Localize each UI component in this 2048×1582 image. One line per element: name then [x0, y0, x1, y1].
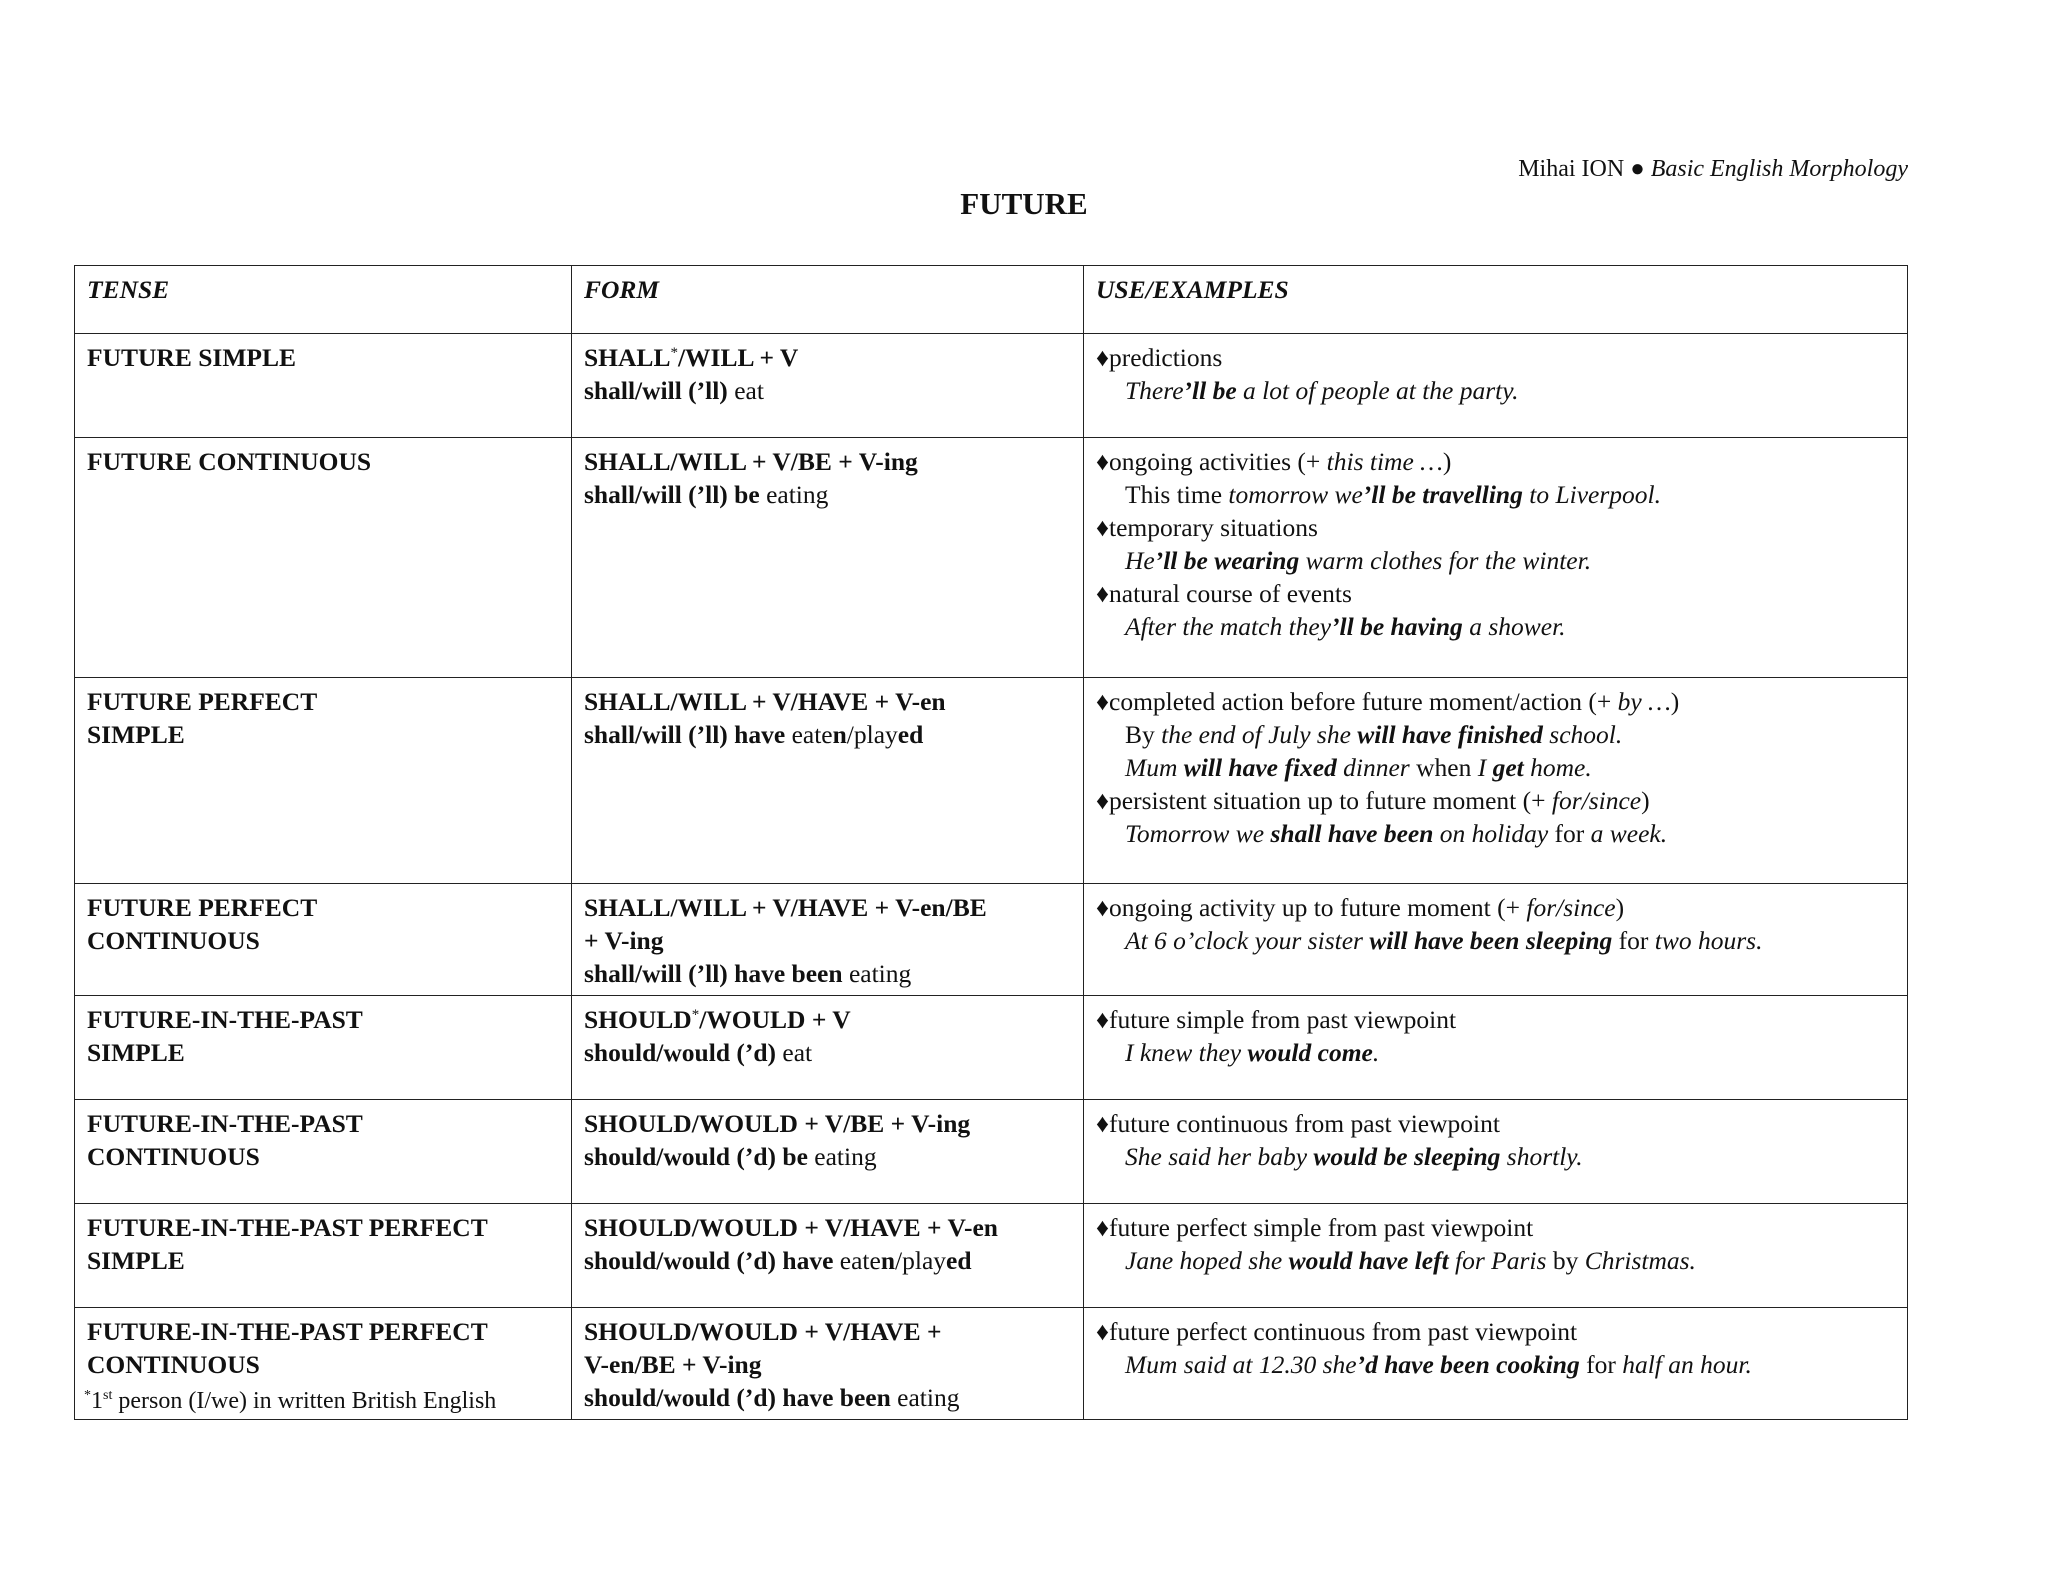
example-sentence	[1096, 751, 1895, 784]
tense-name-line: FUTURE-IN-THE-PAST PERFECT	[87, 1213, 488, 1242]
tense-cell	[75, 334, 572, 438]
text-segment: /play	[846, 720, 898, 749]
table-row	[75, 884, 1908, 996]
use-bullet	[1096, 1315, 1895, 1348]
text-segment: shortly.	[1500, 1142, 1583, 1171]
form-line	[584, 1107, 1071, 1140]
text-segment: There	[1125, 376, 1184, 405]
form-line	[584, 718, 1071, 751]
example-sentence	[1096, 718, 1895, 751]
use-examples-cell	[1084, 438, 1908, 678]
tense-name-line: FUTURE-IN-THE-PAST	[87, 1109, 363, 1138]
table-body	[75, 334, 1908, 1420]
text-segment: SHALL/WILL + V/HAVE + V-en	[584, 687, 946, 716]
text-segment: will have fixed	[1183, 753, 1337, 782]
form-line	[584, 374, 1071, 407]
text-segment: At 6 o’clock your sister	[1125, 926, 1370, 955]
text-segment: for	[1579, 1350, 1623, 1379]
table-row	[75, 678, 1908, 884]
form-line	[584, 1381, 1071, 1414]
footnote-text: person (I/we) in written British English	[112, 1388, 497, 1414]
text-segment: )	[1670, 687, 1680, 716]
use-bullet	[1096, 577, 1895, 610]
form-line	[584, 341, 1071, 374]
future-tenses-table	[74, 265, 1908, 1420]
text-segment: ed	[897, 720, 924, 749]
text-segment: by	[1552, 1246, 1585, 1275]
form-line	[584, 1211, 1071, 1244]
text-segment: should/would (’d) be	[584, 1142, 815, 1171]
use-bullet	[1096, 891, 1895, 924]
use-examples-cell	[1084, 334, 1908, 438]
text-segment: a lot of people at the party.	[1236, 376, 1519, 405]
text-segment: school.	[1542, 720, 1623, 749]
text-segment: ♦future perfect simple from past viewpoint	[1096, 1213, 1534, 1242]
tense-name-line: FUTURE PERFECT	[87, 893, 318, 922]
running-header	[1518, 156, 1908, 183]
text-segment: By	[1125, 720, 1162, 749]
tense-cell	[75, 1100, 572, 1204]
text-segment: ’ll be having	[1331, 612, 1463, 641]
text-segment: *	[670, 345, 678, 361]
form-line	[584, 1244, 1071, 1277]
text-segment: ♦natural course of events	[1096, 579, 1352, 608]
column-header-use-examples: USE/EXAMPLES	[1084, 266, 1908, 334]
text-segment: ♦future simple from past viewpoint	[1096, 1005, 1457, 1034]
text-segment: will have finished	[1357, 720, 1543, 749]
text-segment: ♦persistent situation up to future moment (+	[1096, 786, 1552, 815]
text-segment: half an hour.	[1622, 1350, 1752, 1379]
text-segment: ♦ongoing activity up to future moment (+	[1096, 893, 1527, 922]
text-segment: tomorrow we	[1228, 480, 1363, 509]
text-segment: would have left	[1288, 1246, 1449, 1275]
form-line	[584, 445, 1071, 478]
tense-name-line: FUTURE-IN-THE-PAST PERFECT	[87, 1317, 488, 1346]
text-segment: eating	[848, 959, 912, 988]
form-line	[584, 924, 1071, 957]
example-sentence	[1096, 1244, 1895, 1277]
table-row	[75, 1100, 1908, 1204]
footnote-mark: *	[84, 1388, 91, 1403]
text-segment: shall/will (’ll) have been	[584, 959, 849, 988]
tense-cell	[75, 678, 572, 884]
use-examples-cell	[1084, 678, 1908, 884]
form-line	[584, 957, 1071, 990]
footnote	[84, 1388, 496, 1415]
text-segment: .	[1372, 1038, 1380, 1067]
tense-name-line: FUTURE PERFECT	[87, 687, 318, 716]
text-segment: ♦future perfect continuous from past viewpoint	[1096, 1317, 1578, 1346]
text-segment: n	[880, 1246, 896, 1275]
text-segment: /play	[895, 1246, 947, 1275]
text-segment: a shower.	[1462, 612, 1566, 641]
column-header-tense: TENSE	[75, 266, 572, 334]
text-segment: shall have been	[1270, 819, 1434, 848]
text-segment: eate	[839, 1246, 881, 1275]
text-segment: ’ll be wearing	[1154, 546, 1300, 575]
column-header-form: FORM	[572, 266, 1084, 334]
text-segment: I	[1477, 753, 1493, 782]
tense-name-line: SIMPLE	[87, 1246, 185, 1275]
text-segment: eat	[734, 376, 764, 405]
text-segment: SHOULD/WOULD + V/BE + V-ing	[584, 1109, 971, 1138]
text-segment: SHOULD/WOULD + V/HAVE +	[584, 1317, 942, 1346]
text-segment: shall/will (’ll) have	[584, 720, 792, 749]
text-segment: should/would (’d)	[584, 1038, 783, 1067]
use-examples-cell	[1084, 1100, 1908, 1204]
text-segment: ♦temporary situations	[1096, 513, 1318, 542]
text-segment: should/would (’d) have	[584, 1246, 840, 1275]
text-segment: )	[1641, 786, 1650, 815]
tense-name-line: CONTINUOUS	[87, 1350, 260, 1379]
text-segment: /WILL + V	[677, 343, 799, 372]
text-segment: Mum said at 12.30 she	[1125, 1350, 1357, 1379]
text-segment: eating	[897, 1383, 960, 1412]
text-segment: warm clothes for the winter.	[1299, 546, 1592, 575]
form-line	[584, 685, 1071, 718]
tense-name-line: CONTINUOUS	[87, 1142, 260, 1171]
text-segment: for/since	[1526, 893, 1616, 922]
use-examples-cell	[1084, 1204, 1908, 1308]
text-segment: get	[1492, 753, 1524, 782]
text-segment: )	[1615, 893, 1625, 922]
text-segment: the end of July she	[1161, 720, 1358, 749]
example-sentence	[1096, 374, 1895, 407]
form-line	[584, 1140, 1071, 1173]
text-segment: on holiday	[1433, 819, 1555, 848]
text-segment: eating	[814, 1142, 877, 1171]
text-segment: ♦future continuous from past viewpoint	[1096, 1109, 1500, 1138]
text-segment: shall/will (’ll)	[584, 376, 735, 405]
text-segment: ♦ongoing activities (+	[1096, 447, 1327, 476]
text-segment: Christmas.	[1584, 1246, 1696, 1275]
text-segment: ed	[946, 1246, 972, 1275]
author-name: Mihai ION ●	[1518, 156, 1645, 182]
text-segment: shall/will (’ll) be	[584, 480, 767, 509]
text-segment: eating	[766, 480, 829, 509]
text-segment: for	[1612, 926, 1655, 955]
tense-name-line: SIMPLE	[87, 1038, 185, 1067]
table-row	[75, 334, 1908, 438]
example-sentence	[1096, 610, 1895, 643]
form-cell	[572, 334, 1084, 438]
form-cell	[572, 1100, 1084, 1204]
tense-cell	[75, 996, 572, 1100]
example-sentence	[1096, 1036, 1895, 1069]
tense-name-line: FUTURE-IN-THE-PAST	[87, 1005, 363, 1034]
example-sentence	[1096, 1140, 1895, 1173]
form-cell	[572, 1308, 1084, 1420]
use-bullet	[1096, 445, 1895, 478]
text-segment: SHALL	[584, 343, 671, 372]
example-sentence	[1096, 1348, 1895, 1381]
form-line	[584, 478, 1071, 511]
text-segment: SHALL/WILL + V/HAVE + V-en/BE	[584, 893, 987, 922]
form-line	[584, 1315, 1071, 1348]
tense-name-line: FUTURE SIMPLE	[87, 343, 296, 372]
tense-cell	[75, 884, 572, 996]
text-segment: n	[832, 720, 847, 749]
text-segment: two hours.	[1654, 926, 1763, 955]
text-segment: ♦predictions	[1096, 343, 1223, 372]
text-segment: V-en/BE + V-ing	[584, 1350, 762, 1379]
text-segment: eate	[791, 720, 833, 749]
footnote-ordinal-suffix: st	[103, 1388, 113, 1403]
text-segment: ’d have been cooking	[1356, 1350, 1580, 1379]
use-examples-cell	[1084, 996, 1908, 1100]
use-examples-cell	[1084, 884, 1908, 996]
tense-name-line: SIMPLE	[87, 720, 185, 749]
use-bullet	[1096, 1003, 1895, 1036]
table-row	[75, 1204, 1908, 1308]
form-cell	[572, 884, 1084, 996]
page-title: FUTURE	[960, 186, 1088, 221]
form-cell	[572, 438, 1084, 678]
text-segment: this time …	[1326, 447, 1443, 476]
text-segment: ’ll be	[1183, 376, 1237, 405]
text-segment: eat	[782, 1038, 813, 1067]
tense-name-line: FUTURE CONTINUOUS	[87, 447, 372, 476]
text-segment: I knew they	[1125, 1038, 1248, 1067]
text-segment: Mum	[1125, 753, 1184, 782]
form-cell	[572, 678, 1084, 884]
text-segment: SHOULD	[584, 1005, 692, 1034]
text-segment: dinner	[1336, 753, 1417, 782]
text-segment: should/would (’d) have been	[584, 1383, 898, 1412]
use-bullet	[1096, 511, 1895, 544]
text-segment: for	[1554, 819, 1591, 848]
text-segment: He	[1125, 546, 1155, 575]
tense-name-line: CONTINUOUS	[87, 926, 260, 955]
text-segment: /WOULD + V	[699, 1005, 851, 1034]
text-segment: to Liverpool.	[1522, 480, 1661, 509]
use-bullet	[1096, 1107, 1895, 1140]
example-sentence	[1096, 478, 1895, 511]
text-segment: Jane hoped she	[1125, 1246, 1289, 1275]
use-bullet	[1096, 784, 1895, 817]
text-segment: would come	[1247, 1038, 1373, 1067]
example-sentence	[1096, 544, 1895, 577]
book-title: Basic English Morphology	[1650, 156, 1908, 182]
text-segment: After the match they	[1125, 612, 1332, 641]
use-bullet	[1096, 341, 1895, 374]
text-segment: home.	[1523, 753, 1592, 782]
text-segment: would be sleeping	[1313, 1142, 1501, 1171]
text-segment: ’ll be travelling	[1362, 480, 1523, 509]
tense-cell	[75, 1204, 572, 1308]
form-line	[584, 1003, 1071, 1036]
text-segment: a week.	[1590, 819, 1668, 848]
use-bullet	[1096, 685, 1895, 718]
text-segment: ♦completed action before future moment/action (+	[1096, 687, 1618, 716]
use-bullet	[1096, 1211, 1895, 1244]
tense-cell	[75, 438, 572, 678]
text-segment: )	[1442, 447, 1452, 476]
form-line	[584, 891, 1071, 924]
table-row	[75, 438, 1908, 678]
text-segment: SHOULD/WOULD + V/HAVE + V-en	[584, 1213, 998, 1242]
text-segment: *	[691, 1007, 700, 1023]
text-segment: Tomorrow we	[1125, 819, 1271, 848]
text-segment: She said her baby	[1125, 1142, 1314, 1171]
text-segment: + V-ing	[584, 926, 664, 955]
text-segment: SHALL/WILL + V/BE + V-ing	[584, 447, 918, 476]
form-line	[584, 1348, 1071, 1381]
form-line	[584, 1036, 1071, 1069]
text-segment: will have been sleeping	[1369, 926, 1613, 955]
table-row	[75, 996, 1908, 1100]
form-cell	[572, 1204, 1084, 1308]
example-sentence	[1096, 817, 1895, 850]
table-header-row	[75, 266, 1908, 334]
form-cell	[572, 996, 1084, 1100]
use-examples-cell	[1084, 1308, 1908, 1420]
text-segment: for Paris	[1448, 1246, 1553, 1275]
text-segment: when	[1416, 753, 1478, 782]
text-segment: for/since	[1551, 786, 1642, 815]
text-segment: by …	[1617, 687, 1671, 716]
text-segment: This time	[1125, 480, 1229, 509]
example-sentence	[1096, 924, 1895, 957]
footnote-ordinal: 1	[91, 1388, 103, 1414]
